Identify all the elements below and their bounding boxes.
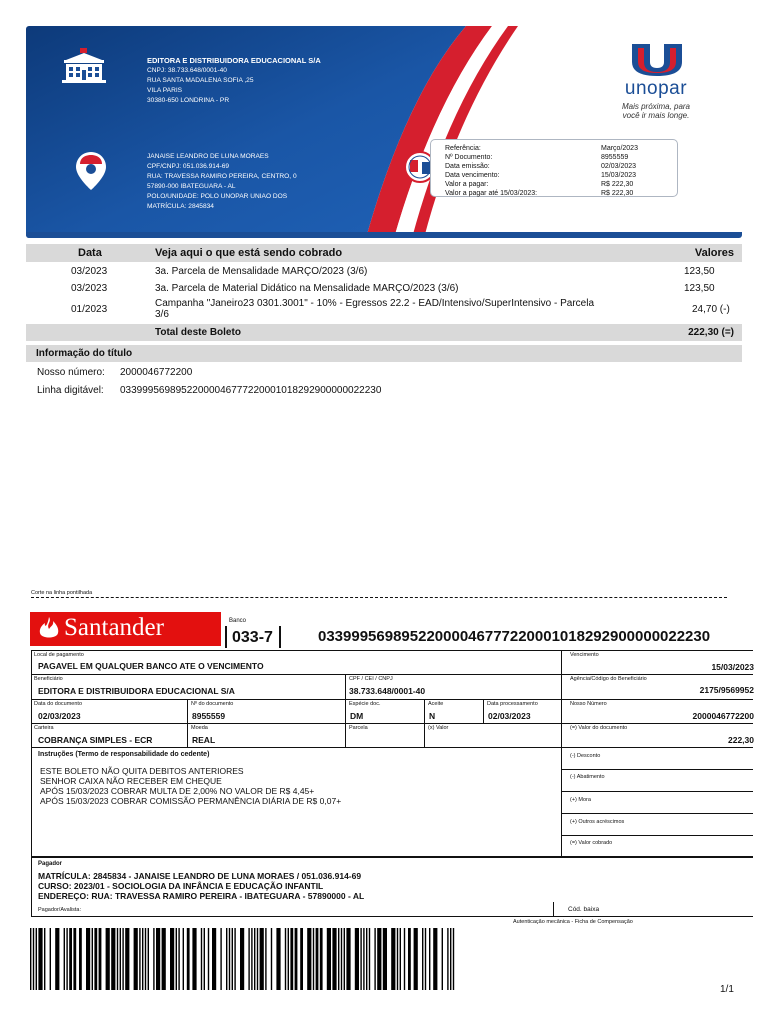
- autenticacao-label: Autenticação mecânica - Ficha de Compensação: [513, 919, 633, 925]
- vencimento-label: Vencimento: [570, 652, 599, 658]
- pagador-line: MATRÍCULA: 2845834 - JANAISE LEANDRO DE LUNA MORAES / 051.036.914-69: [38, 871, 362, 881]
- agencia-label: Agência/Código do Beneficiário: [570, 676, 647, 682]
- data-documento-label: Data do documento: [34, 701, 83, 707]
- valor-documento-label: (=) Valor do documento: [570, 725, 628, 731]
- ref-label: Valor a pagar até 15/03/2023:: [445, 190, 538, 197]
- linha-digitavel-label: Linha digitável:: [37, 385, 104, 396]
- moeda-label: Moeda: [191, 725, 208, 731]
- bank-code-box: [225, 626, 281, 648]
- cod-baixa-label: Cód. baixa: [568, 906, 600, 913]
- row-date: 03/2023: [71, 283, 108, 294]
- unopar-logo-icon: [630, 42, 684, 78]
- nosso-numero-value: 2000046772200: [120, 367, 193, 378]
- cpf-label: CPF / CEI / CNPJ: [349, 676, 393, 682]
- row-description: 3a. Parcela de Mensalidade MARÇO/2023 (3/6): [155, 266, 368, 277]
- digitable-line: 03399956989522000046777220001018292900000022230: [318, 628, 711, 645]
- page-number: 1/1: [720, 984, 734, 995]
- moeda-value: REAL: [192, 735, 216, 745]
- bank-name: Santander: [64, 614, 164, 641]
- nosso-numero-label: Nosso Número: [570, 701, 607, 707]
- nosso-numero-label: Nosso número:: [37, 367, 105, 378]
- company-street: RUA SANTA MADALENA SOFIA ,25: [147, 77, 254, 84]
- ref-value: 02/03/2023: [601, 163, 637, 170]
- ref-value: Março/2023: [601, 145, 638, 152]
- numero-documento-label: Nº do documento: [191, 701, 234, 707]
- ref-value: R$ 222,30: [601, 181, 634, 188]
- student-matricula: MATRÍCULA: 2845834: [147, 203, 214, 210]
- linha-digitavel-value: 03399956989522000046777220001018292900000022230: [120, 385, 382, 396]
- barcode-icon: [30, 928, 455, 990]
- col-date: Data: [78, 247, 102, 259]
- reference-box: [430, 139, 678, 197]
- especie-label: Espécie doc.: [349, 701, 381, 707]
- row-value: 123,50: [684, 283, 715, 294]
- cpf-value: 38.733.648/0001-40: [349, 686, 426, 696]
- cut-line-text: Corte na linha pontilhada: [31, 590, 93, 596]
- ref-label: Valor a pagar:: [445, 181, 489, 188]
- student-city: 57890-000 IBATEGUARA - AL: [147, 183, 236, 190]
- instructions-label: Instruções (Termo de responsabilidade do cedente): [38, 751, 210, 758]
- mora-label: (+) Mora: [570, 797, 591, 803]
- student-name: JANAISE LEANDRO DE LUNA MORAES: [147, 153, 269, 160]
- title-info-heading: Informação do título: [36, 348, 133, 359]
- pagador-label: Pagador: [38, 861, 63, 867]
- carteira-label: Carteira: [34, 725, 54, 731]
- table-row: [26, 298, 742, 322]
- ref-label: Data emissão:: [445, 163, 490, 170]
- ref-value: 15/03/2023: [601, 172, 637, 179]
- agencia-value: 2175/9569952: [699, 685, 754, 695]
- ref-label: Data vencimento:: [445, 172, 500, 179]
- pagador-line: CURSO: 2023/01 - SOCIOLOGIA DA INFÂNCIA E EDUCAÇÃO INFANTIL: [38, 881, 324, 891]
- valor-documento-value: 222,30: [728, 735, 754, 745]
- valor-cobrado-label: (=) Valor cobrado: [570, 840, 613, 846]
- company-district: VILA PARIS: [147, 87, 183, 94]
- local-label: Local de pagamento: [34, 652, 84, 658]
- student-street: RUA: TRAVESSA RAMIRO PEREIRA, CENTRO, 0: [147, 173, 297, 180]
- pagador-info: [38, 871, 364, 901]
- instruction-line: SENHOR CAIXA NÃO RECEBER EM CHEQUE: [40, 776, 222, 786]
- numero-documento-value: 8955559: [192, 711, 226, 721]
- col-value: Valores: [694, 247, 734, 259]
- local-value: PAGAVEL EM QUALQUER BANCO ATE O VENCIMENTO: [38, 661, 264, 671]
- unopar-wordmark: unopar: [624, 78, 688, 99]
- table-row: [26, 283, 742, 299]
- unopar-tagline-1: Mais próxima, para: [621, 102, 691, 111]
- aceite-label: Aceite: [428, 701, 444, 707]
- beneficiario-value: EDITORA E DISTRIBUIDORA EDUCACIONAL S/A: [38, 686, 235, 696]
- avalista-label: Pagador/Avalista:: [38, 907, 82, 913]
- company-cnpj: CNPJ: 38.733.648/0001-40: [147, 67, 227, 74]
- data-processamento-label: Data processamento: [487, 701, 538, 707]
- ref-label: Referência:: [445, 145, 481, 152]
- x-valor-label: (x) Valor: [428, 725, 449, 731]
- row-value: 123,50: [684, 266, 715, 277]
- building-icon: [62, 48, 106, 84]
- ref-label: Nº Documento:: [445, 154, 493, 161]
- beneficiario-label: Beneficiário: [34, 676, 63, 682]
- data-processamento-value: 02/03/2023: [488, 711, 531, 721]
- total-value: 222,30 (=): [688, 327, 734, 338]
- ref-value: 8955559: [601, 154, 629, 161]
- row-value: 24,70 (-): [692, 304, 730, 315]
- bank-label: Banco: [229, 618, 247, 624]
- company-city: 30380-650 LONDRINA - PR: [147, 97, 230, 104]
- col-description: Veja aqui o que está sendo cobrado: [155, 247, 343, 259]
- especie-value: DM: [350, 711, 364, 721]
- row-description: Campanha "Janeiro23 0301.3001" - 10% - Egressos 22.2 - EAD/Intensivo/SuperIntensivo - Parcela: [155, 298, 595, 309]
- carteira-value: COBRANÇA SIMPLES - ECR: [38, 735, 153, 745]
- location-pin-icon: [74, 150, 108, 192]
- desconto-label: (-) Desconto: [570, 753, 601, 759]
- cut-line: [31, 597, 727, 598]
- table-row: [26, 266, 742, 282]
- charges-table-header: [26, 244, 742, 262]
- total-label: Total deste Boleto: [155, 327, 241, 338]
- student-cpf: CPF/CNPJ: 051.036.914-69: [147, 163, 230, 170]
- aceite-value: N: [429, 711, 436, 721]
- flame-icon: [38, 616, 60, 642]
- pagador-line: ENDEREÇO: RUA: TRAVESSA RAMIRO PEREIRA - IBATEGUARA - 57890000 - AL: [38, 891, 365, 901]
- abatimento-label: (-) Abatimento: [570, 774, 605, 780]
- title-info-header: [26, 345, 742, 362]
- nosso-numero-value: 2000046772200: [692, 711, 754, 721]
- row-date: 01/2023: [71, 304, 108, 315]
- row-description-cont: 3/6: [155, 309, 169, 320]
- header-banner: [26, 26, 742, 238]
- bank-code: 033-7: [232, 629, 273, 646]
- student-polo: POLO/UNIDADE: POLO UNOPAR UNIAO DOS: [147, 193, 288, 200]
- company-name: EDITORA E DISTRIBUIDORA EDUCACIONAL S/A: [147, 56, 321, 65]
- vencimento-value: 15/03/2023: [711, 662, 754, 672]
- instruction-line: APÓS 15/03/2023 COBRAR MULTA DE 2,00% NO VALOR DE R$ 4,45+: [40, 786, 315, 796]
- santander-logo: [30, 612, 221, 646]
- ref-value: R$ 222,30: [601, 190, 634, 197]
- instructions-text: [40, 766, 341, 806]
- instruction-line: APÓS 15/03/2023 COBRAR COMISSÃO PERMANÊNCIA DIÁRIA DE R$ 0,07+: [40, 796, 342, 806]
- instruction-line: ESTE BOLETO NÃO QUITA DEBITOS ANTERIORES: [40, 766, 244, 776]
- row-description: 3a. Parcela de Material Didático na Mensalidade MARÇO/2023 (3/6): [155, 283, 459, 294]
- outros-acrescimos-label: (+) Outros acréscimos: [570, 819, 625, 825]
- unopar-tagline-2: você ir mais longe.: [622, 111, 690, 120]
- parcela-label: Parcela: [349, 725, 368, 731]
- charges-total-row: [26, 324, 742, 341]
- data-documento-value: 02/03/2023: [38, 711, 81, 721]
- row-date: 03/2023: [71, 266, 108, 277]
